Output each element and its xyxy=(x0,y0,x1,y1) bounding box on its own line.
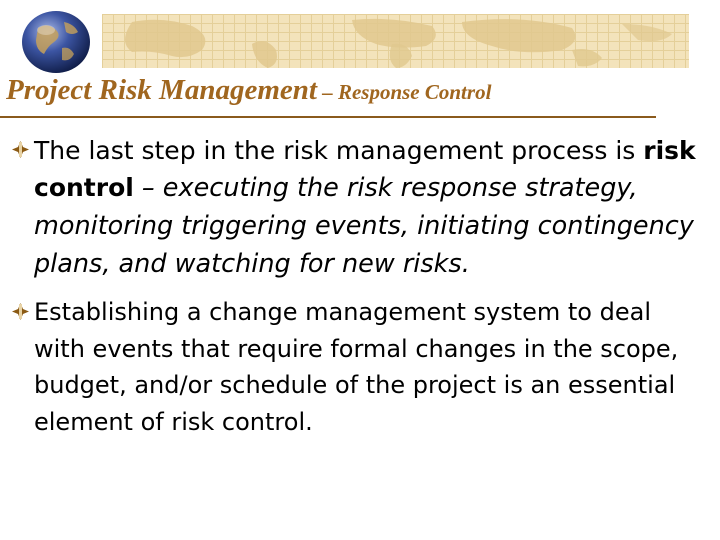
page-title xyxy=(6,74,491,107)
bullet-item-2 xyxy=(8,294,708,440)
globe-icon xyxy=(14,8,100,74)
bullet-1-intro: The last step in the risk management process is xyxy=(34,136,636,165)
title-sub: Response Control xyxy=(337,80,492,104)
bullet-marker-icon xyxy=(12,141,29,158)
bullet-1-dash: – xyxy=(133,173,163,203)
bullet-2-text: Establishing a change management system to deal with events that require formal changes in the scope, budget, and/or schedule of the project is an essential element of risk control. xyxy=(34,298,679,436)
bullet-1-bold: risk control xyxy=(34,136,696,202)
bullet-marker-icon xyxy=(12,303,29,320)
world-map-banner xyxy=(102,14,689,68)
bullet-1-italic: executing the risk response strategy, monitoring triggering events, initiating contingency plans, and watching for new risks. xyxy=(34,173,694,279)
title-dash: – xyxy=(316,80,338,104)
bullet-item-1 xyxy=(8,132,698,283)
title-main: Project Risk Management xyxy=(6,74,317,106)
title-underline xyxy=(0,116,656,118)
